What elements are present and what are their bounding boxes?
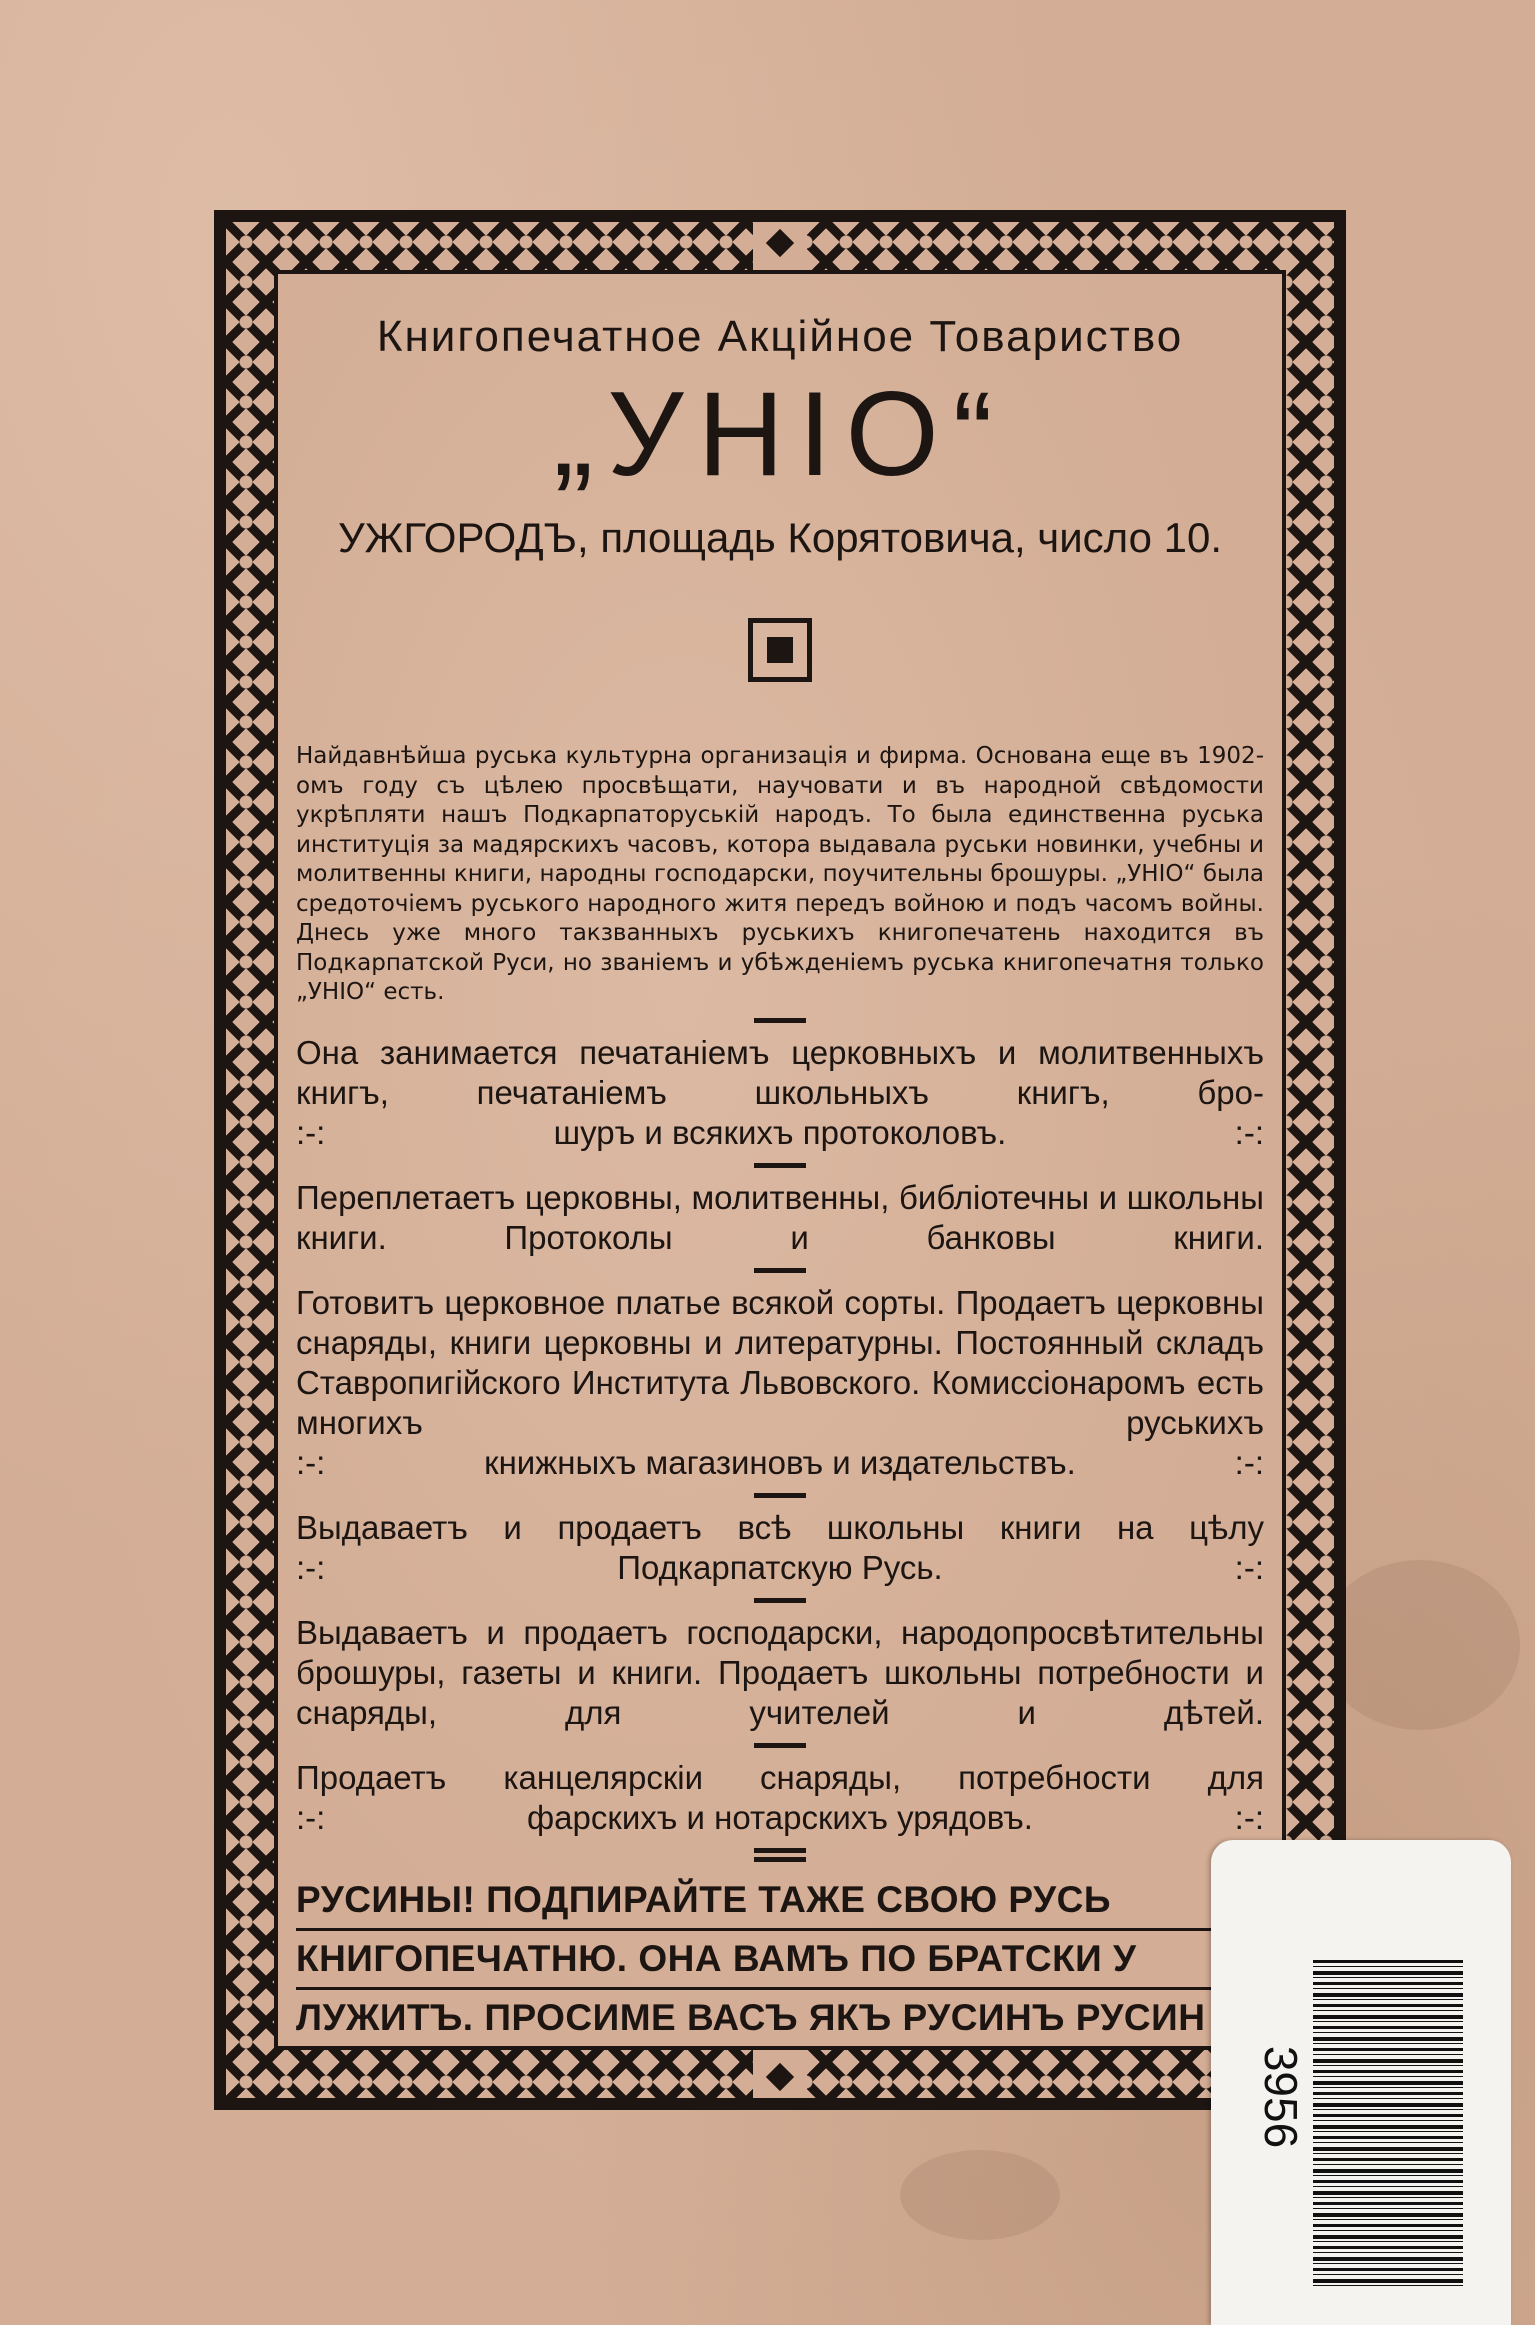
- section-last-line: [296, 1113, 1264, 1153]
- appeal-block: [296, 1872, 1264, 2049]
- section-text: Продаетъ канцелярскiи снаряды, потребности для: [296, 1758, 1264, 1796]
- section-ending: Подкарпатскую Русь.: [617, 1548, 943, 1586]
- appeal-line: ЛУЖИТЪ. ПРОСИМЕ ВАСЪ ЯКЪ РУСИНЪ РУСИН: [296, 1990, 1264, 2049]
- library-barcode-sticker: [1211, 1840, 1511, 2325]
- section-ending: фарскихъ и нотарскихъ урядовъ.: [527, 1798, 1033, 1836]
- double-divider: [754, 1848, 806, 1862]
- section-text: Выдаваетъ и продаетъ господарски, народопросвѣтительны брошуры, газеты и книги. Продаетъ школьны потребности и снаряды, для учителей и дѣтей.: [296, 1613, 1264, 1731]
- section-last-line: [296, 1798, 1264, 1838]
- barcode: [1313, 1960, 1463, 2290]
- section-divider: [754, 1268, 806, 1273]
- service-section-binding: [296, 1178, 1264, 1258]
- intro-paragraph: Найдавнѣйша руська культурна организацiя и фирма. Основана еще въ 1902-омъ году съ цѣлею просвѣщати, научовати и въ народной свѣдомости укрѣпляти нашъ Подкарпаторуськiй народъ. То была единственна руська институцiя за мадярскихъ часовъ, котора выдавала руськи новинки, учебны и молитвенны книги, народны господарски, поучительны брошуры. „УНIО“ была средоточiемъ руського народного житя передъ войною и подъ часомъ войны. Днесь уже много такзванныхъ руськихъ книгопечатень находится въ Подкарпатской Руси, но званiемъ и убѣжденiемъ руська книгопечатня только „УНIО“ есть.: [296, 743, 1264, 1005]
- ornament-mark-left: :-:: [296, 1548, 326, 1586]
- section-divider: [754, 1018, 806, 1023]
- section-text: Выдаваетъ и продаетъ всѣ школьны книги на цѣлу: [296, 1508, 1264, 1546]
- service-section-printing: [296, 1033, 1264, 1153]
- section-divider: [754, 1598, 806, 1603]
- paper-stain: [900, 2150, 1060, 2240]
- section-divider: [754, 1163, 806, 1168]
- section-ending: шуръ и всякихъ протоколовъ.: [553, 1113, 1007, 1151]
- advertisement-content: [296, 300, 1264, 2049]
- company-address: УЖГОРОДЪ, площадь Корятовича, число 10.: [337, 514, 1223, 561]
- section-divider: [754, 1493, 806, 1498]
- ornament-mark-right: :-:: [1234, 1798, 1264, 1836]
- section-ending: книжныхъ магазиновъ и издательствъ.: [484, 1443, 1076, 1481]
- ornament-mark-left: :-:: [296, 1798, 326, 1836]
- appeal-line: КНИГОПЕЧАТНЮ. ОНА ВАМЪ ПО БРАТСКИ У: [296, 1931, 1264, 1990]
- section-divider: [754, 1743, 806, 1748]
- section-last-line: [296, 1548, 1264, 1588]
- square-emblem-icon: [748, 618, 812, 682]
- section-text: Готовитъ церковное платье всякой сорты. Продаетъ церковны снаряды, книги церковны и литературны. Постоянный складъ Ставропигiйского Института Львовского. Комиссiонаромъ есть многихъ руськихъ: [296, 1283, 1264, 1441]
- section-text: Переплетаетъ церковны, молитвенны, библiотечны и школьны книги. Протоколы и банковы книги.: [296, 1178, 1264, 1256]
- company-name: Книгопечатное Акцiйное Товариство: [376, 312, 1184, 361]
- appeal-line: РУСИНЫ! ПОДПИРАЙТЕ ТАЖЕ СВОЮ РУСЬ: [296, 1872, 1264, 1931]
- brand-title: „УНIО“: [553, 367, 1007, 501]
- barcode-number: 3956: [1255, 2045, 1307, 2149]
- ornament-mark-left: :-:: [296, 1113, 326, 1151]
- ornament-mark-left: :-:: [296, 1443, 326, 1481]
- ornament-mark-right: :-:: [1234, 1113, 1264, 1151]
- ornament-mark-right: :-:: [1234, 1443, 1264, 1481]
- ornament-mark-right: :-:: [1234, 1548, 1264, 1586]
- service-section-school-books: [296, 1508, 1264, 1588]
- section-last-line: [296, 1443, 1264, 1483]
- service-section-church-goods: [296, 1283, 1264, 1483]
- paper-stain: [1320, 1560, 1520, 1730]
- service-section-brochures: [296, 1613, 1264, 1733]
- service-section-office-supplies: [296, 1758, 1264, 1838]
- section-text: Она занимается печатанiемъ церковныхъ и молитвенныхъ книгъ, печатанiемъ школьныхъ книгъ, бро-: [296, 1033, 1264, 1111]
